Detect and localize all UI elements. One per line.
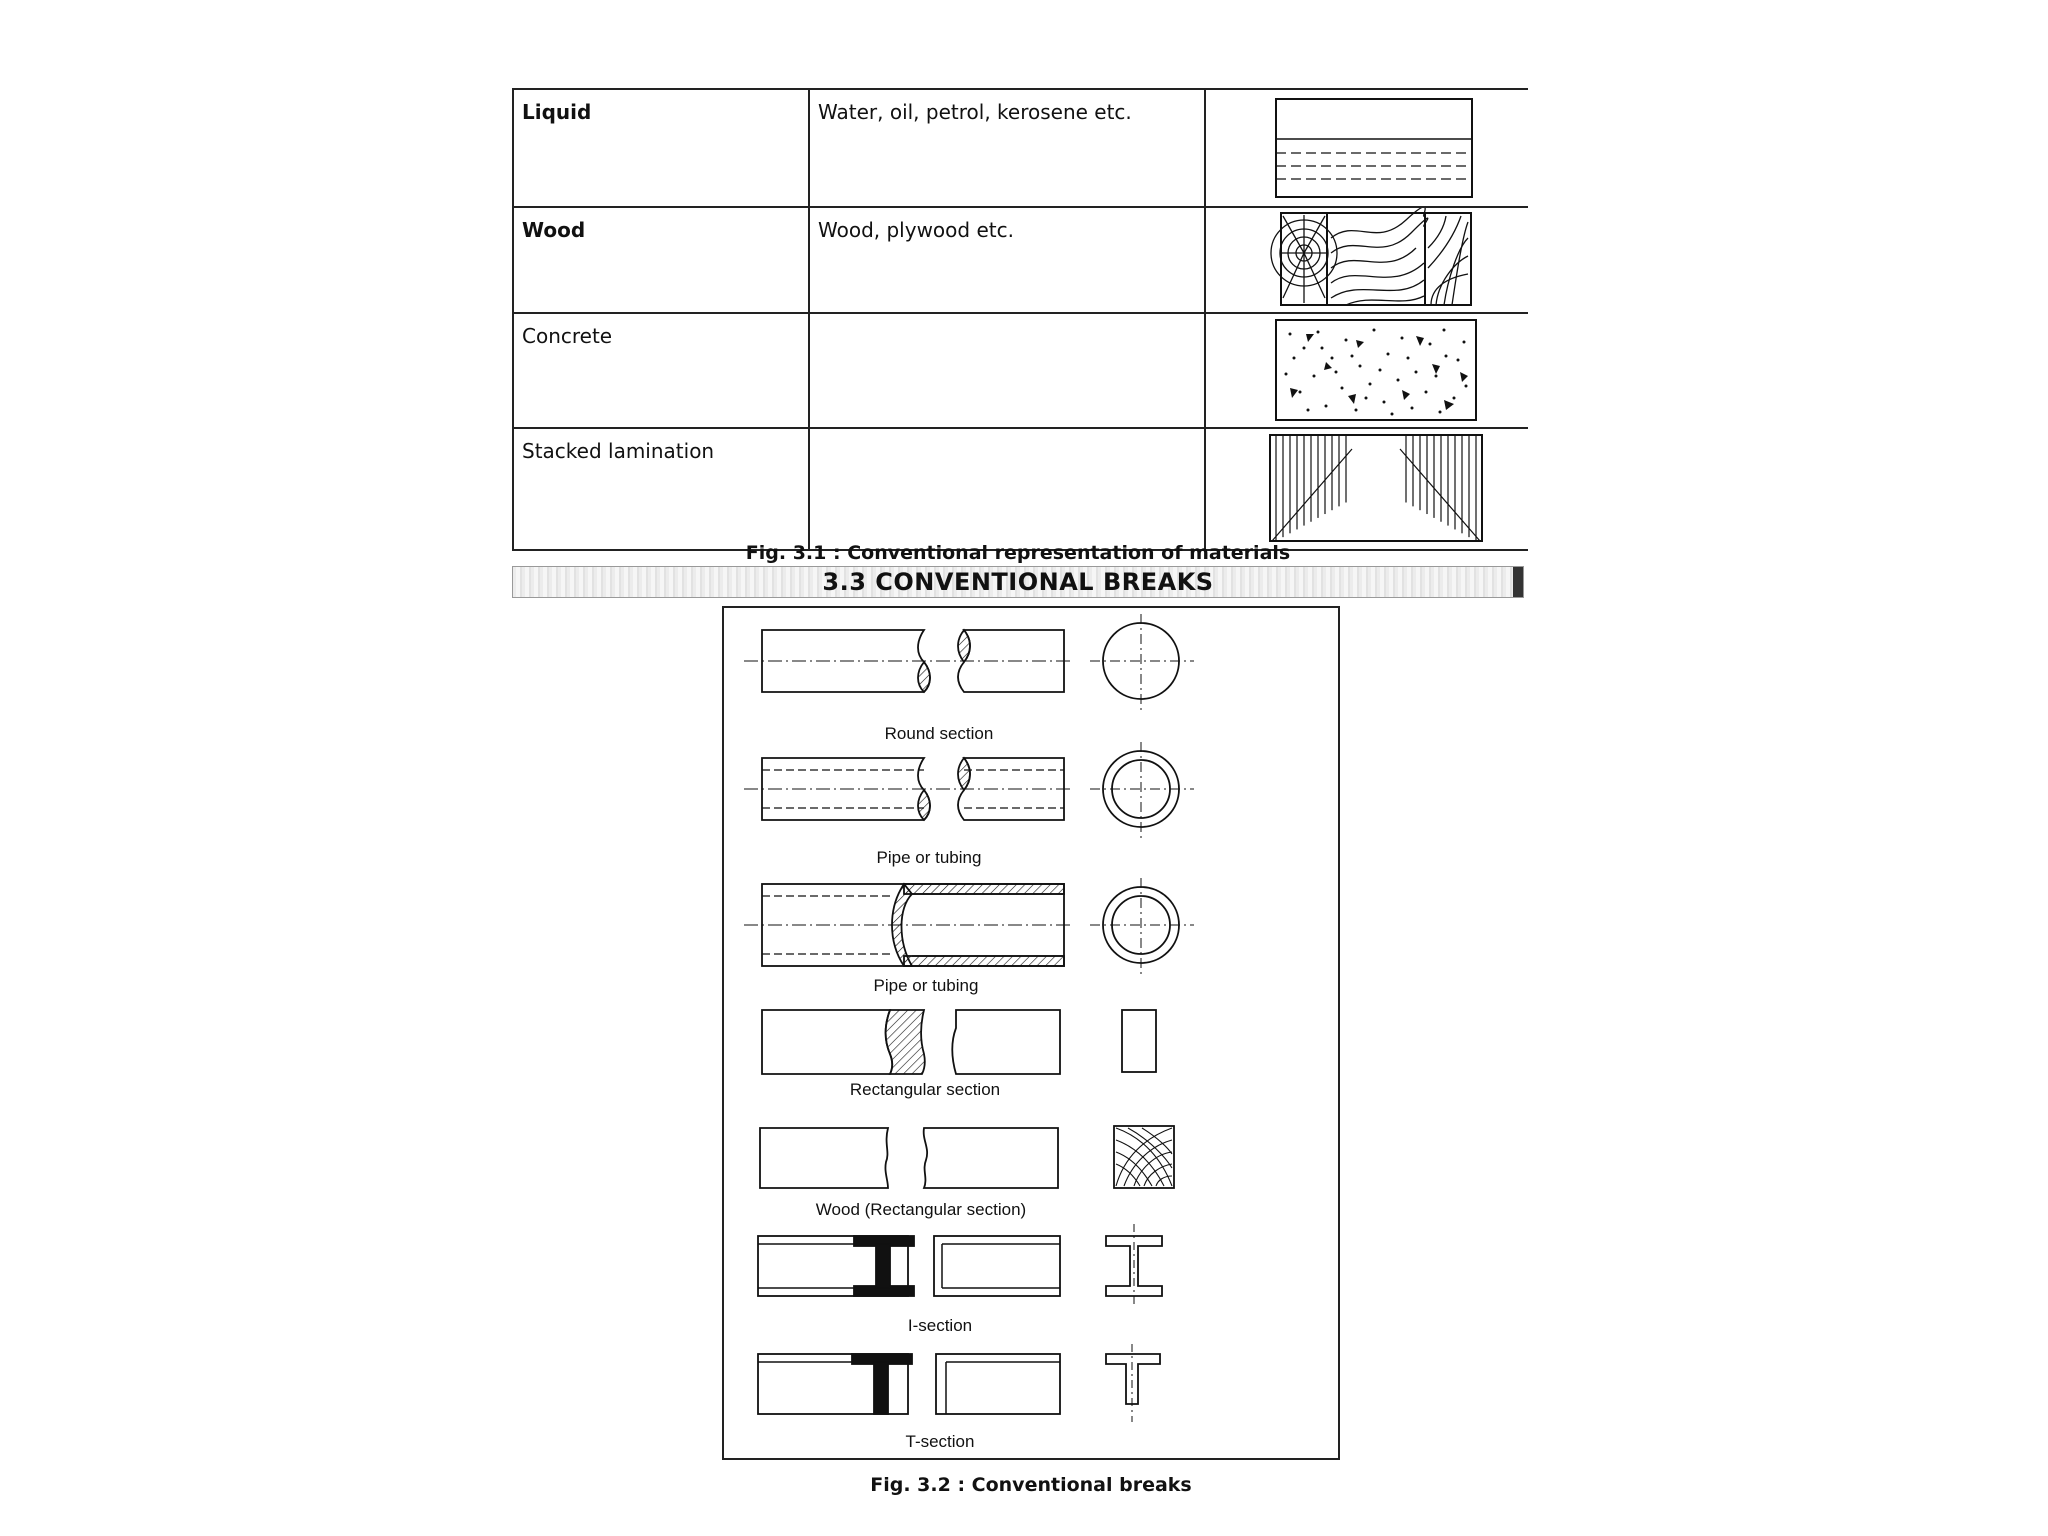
liquid-hatch-icon (1205, 89, 1528, 207)
t-section-drawing (758, 1344, 1160, 1422)
material-name: Concrete (513, 313, 809, 428)
break-label: Pipe or tubing (876, 848, 982, 867)
material-name: Liquid (513, 89, 809, 207)
table-row (513, 313, 1528, 428)
heading-edge-mark (1513, 567, 1523, 597)
wood-section-drawing (760, 1126, 1174, 1188)
material-example (809, 428, 1205, 550)
table-row (513, 89, 1528, 207)
page-title: 3.3 CONVENTIONAL BREAKS (822, 568, 1214, 596)
breaks-figure (722, 606, 1340, 1460)
pipe-section-drawing (744, 878, 1194, 974)
material-example (809, 313, 1205, 428)
rectangular-section-drawing (762, 1010, 1156, 1074)
wood-grain-icon (1205, 207, 1528, 313)
figure-caption: Fig. 3.1 : Conventional representation of materials (745, 542, 1291, 564)
material-name: Wood (513, 207, 809, 313)
round-section-drawing (744, 614, 1194, 710)
material-example: Water, oil, petrol, kerosene etc. (809, 89, 1205, 207)
lamination-hatch-icon (1205, 428, 1528, 550)
material-name: Stacked lamination (513, 428, 809, 550)
break-label: Wood (Rectangular section) (815, 1200, 1027, 1219)
i-section-drawing (758, 1224, 1162, 1308)
material-example: Wood, plywood etc. (809, 207, 1205, 313)
break-label: I-section (907, 1316, 973, 1335)
table-row (513, 207, 1528, 313)
section-heading (512, 566, 1524, 598)
materials-table (512, 88, 1528, 551)
figure-caption: Fig. 3.2 : Conventional breaks (870, 1474, 1192, 1496)
table-row (513, 428, 1528, 550)
break-label: Rectangular section (849, 1080, 1001, 1099)
pipe-break-drawing (744, 742, 1194, 838)
break-label: T-section (905, 1432, 975, 1451)
break-label: Pipe or tubing (873, 976, 979, 995)
concrete-hatch-icon (1205, 313, 1528, 428)
break-label: Round section (884, 724, 994, 743)
